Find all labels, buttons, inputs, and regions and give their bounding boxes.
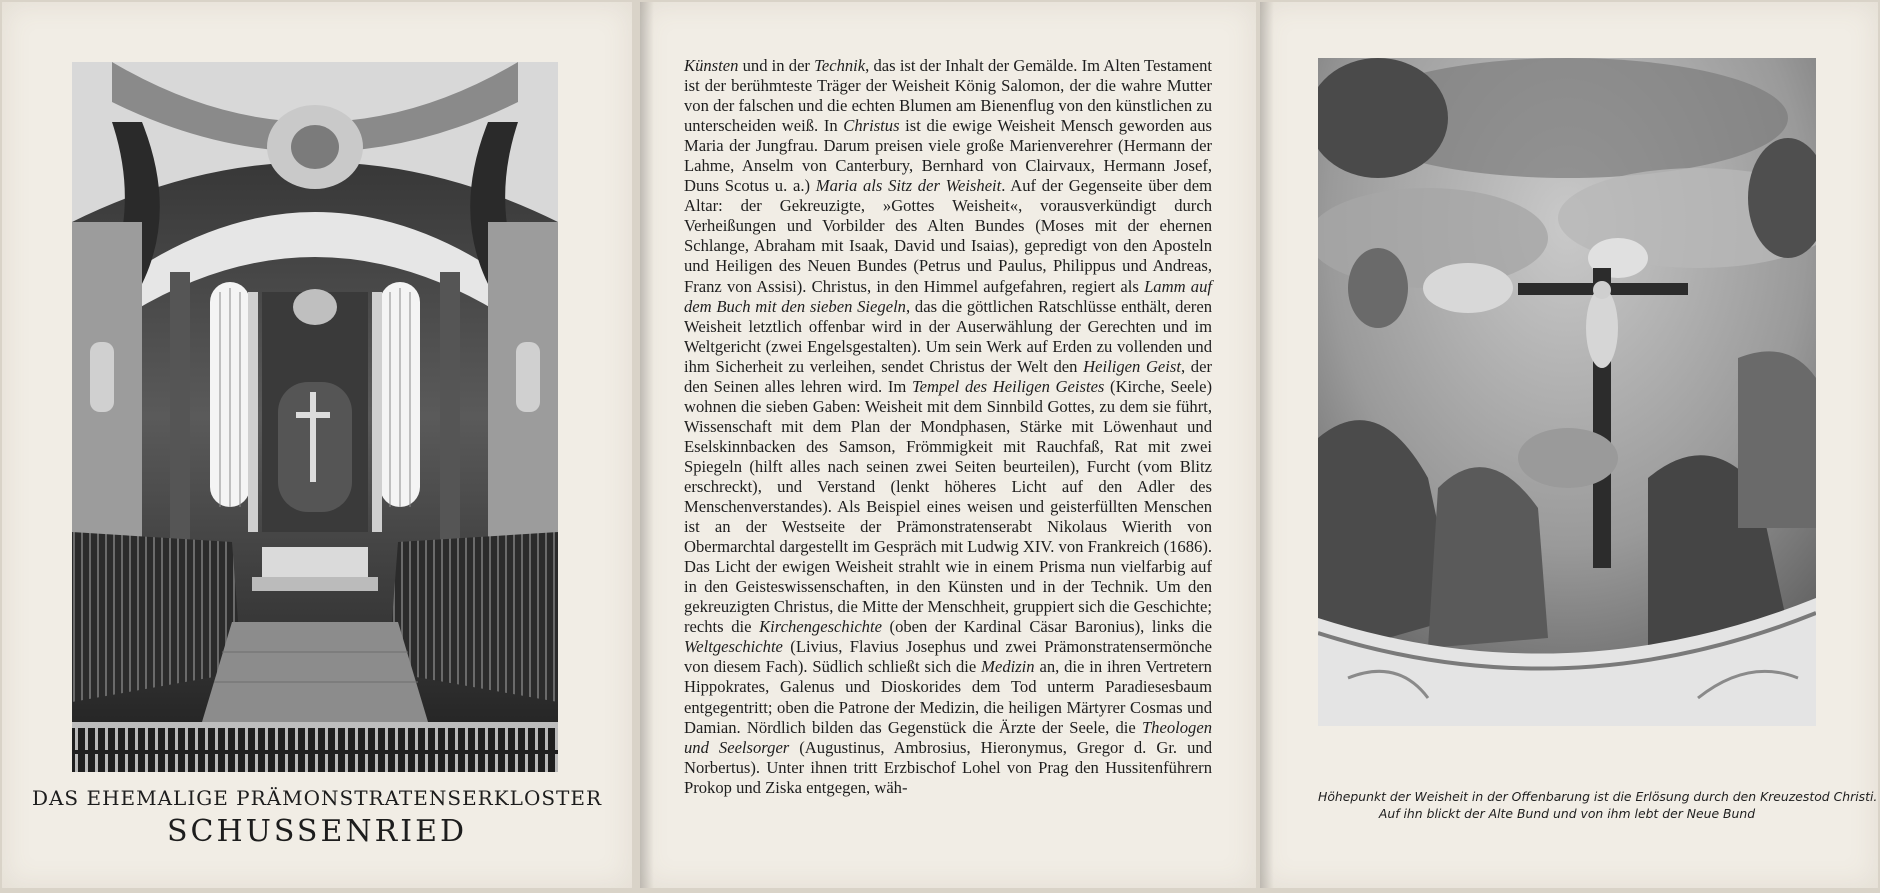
page-fold-shadow (640, 2, 654, 888)
text-run: , der den Seinen alles lehren wird. Im (684, 356, 1212, 396)
illustration-page (1260, 2, 1878, 888)
emphasized-term: Lamm auf dem Buch mit den sieben Siegeln (684, 276, 1212, 316)
emphasized-term: Weltgeschichte (684, 637, 783, 657)
text-run: ist die ewige Weisheit Mensch geworden aus Maria der Jungfrau. Darum preisen viele große Marienverehrer (Hermann der Lahme, Anselm von Canterbury, Bernhard von Clairvaux, Hermann Josef, Duns Scotus u. a.) (684, 116, 1212, 196)
emphasized-term: Tempel des Heiligen Geistes (911, 376, 1105, 396)
emphasized-term: Christus (843, 116, 900, 136)
emphasized-term: Medizin (981, 657, 1035, 677)
emphasized-term: Theologen und Seelsorger (684, 717, 1212, 757)
crucifixion-fresco-illustration (1318, 58, 1816, 726)
text-run: (Livius, Flavius Josephus und zwei Prämonstratensermönche von diesem Fach). Südlich schließt sich die (684, 637, 1212, 677)
page-fold-shadow (1260, 2, 1274, 888)
text-run: (Kirche, Seele) wohnen die sieben Gaben: Weisheit mit dem Sinnbild Gottes, zu dem sie führt, Wissenschaft mit dem Plan der Mondphasen, Stärke mit Löwenhaut und Eselskinnbacken des Samson, Frömmigkeit mit Rauchfaß, Rat mit zwei Spiegeln (hilft alles nach seinen zwei Seiten beurteilen), Furcht (vom Blitz erschreckt), und Verstand (lenkt höheres Licht auf den Adler des Menschenverstandes). Als Beispiel eines weisen und geisterfüllten Menschen ist an der Westseite der Prämonstratenserabt Nikolaus Wierith von Obermarchtal dargestellt im Gespräch mit Ludwig XIV. von Frankreich (1686). Das Licht der ewigen Weisheit strahlt wie in einem Prisma nun vielfarbig auf in den Geisteswissenschaften, in den Künsten und in der Technik. Um den gekreuzigten Christus, die Mitte der Menschheit, gruppiert sich die Geschichte; rechts die (684, 376, 1212, 637)
emphasized-term: Heiligen Geist (1083, 356, 1181, 376)
emphasized-term: Maria als Sitz der Weisheit (815, 176, 1002, 196)
body-paragraph (684, 56, 1212, 798)
text-run: an, die in ihren Vertretern Hippokrates, Galenus und Dioskorides dem Tod unterm Paradiesesbaum entgegentritt; oben die Patrone der Medizin, die heiligen Märtyrer Cosmas und Damian. Nördlich bilden das Gegenstück die Ärzte der Seele, die (684, 657, 1212, 737)
church-interior-illustration (72, 62, 558, 772)
text-run: und in der (738, 56, 815, 75)
text-run: . Auf der Gegenseite über dem Altar: der Gekreuzigte, »Gottes Weisheit«, vorausverkündigt durch Verheißungen und Vorbilder des Alten Bundes (Moses mit der ehernen Schlange, Abraham mit Isaak, David und Isaias), gepredigt von den Aposteln und Heiligen des Neuen Bundes (Petrus und Paulus, Philippus und Andreas, Franz von Assisi). Christus, in den Himmel aufgefahren, regiert als (684, 176, 1212, 296)
emphasized-term: Kirchengeschichte (759, 617, 882, 637)
text-page (640, 2, 1256, 888)
text-run: (oben der Kardinal Cäsar Baronius), links die (881, 617, 1212, 637)
emphasized-term: Künsten (684, 56, 739, 75)
emphasized-term: Technik (814, 56, 866, 75)
fresco-caption (1318, 788, 1878, 822)
text-run: , das ist der Inhalt der Gemälde. Im Alten Testament ist der berühmteste Träger der Weisheit König Salomon, der die wahre Mutter von der falschen und die echten Blumen am Bienenflug von den künstlichen zu unterscheiden weiß. In (684, 56, 1212, 136)
cover-subtitle: DAS EHEMALIGE PRÄMONSTRATENSERKLOSTER (31, 786, 603, 810)
body-text (684, 56, 1212, 798)
cover-title: SCHUSSENRIED (166, 814, 468, 849)
ceiling-fresco-photo (1318, 58, 1816, 726)
caption-line-1: Höhepunkt der Weisheit in der Offenbarung ist die Erlösung durch den Kreuzestod Christi. (1318, 789, 1878, 804)
text-run: (Augustinus, Ambrosius, Hieronymus, Gregor d. Gr. und Norbertus). Unter ihnen tritt Erzbischof Lohel von Prag den Hussitenführern Prokop und Ziska entgegen, wäh- (684, 737, 1212, 797)
church-interior-photo (72, 62, 558, 772)
cover-page (2, 2, 632, 888)
caption-line-2: Auf ihn blickt der Alte Bund und von ihm lebt der Neue Bund (1378, 806, 1756, 821)
text-run: , das die göttlichen Ratschlüsse enthält, deren Weisheit letztlich offenbar wird in der Auserwählung der Gerechten und im Weltgericht (zwei Engelsgestalten). Um sein Werk auf Erden zu vollenden und ihm Sicherheit zu verleihen, sendet Christus der Welt den (684, 296, 1212, 376)
